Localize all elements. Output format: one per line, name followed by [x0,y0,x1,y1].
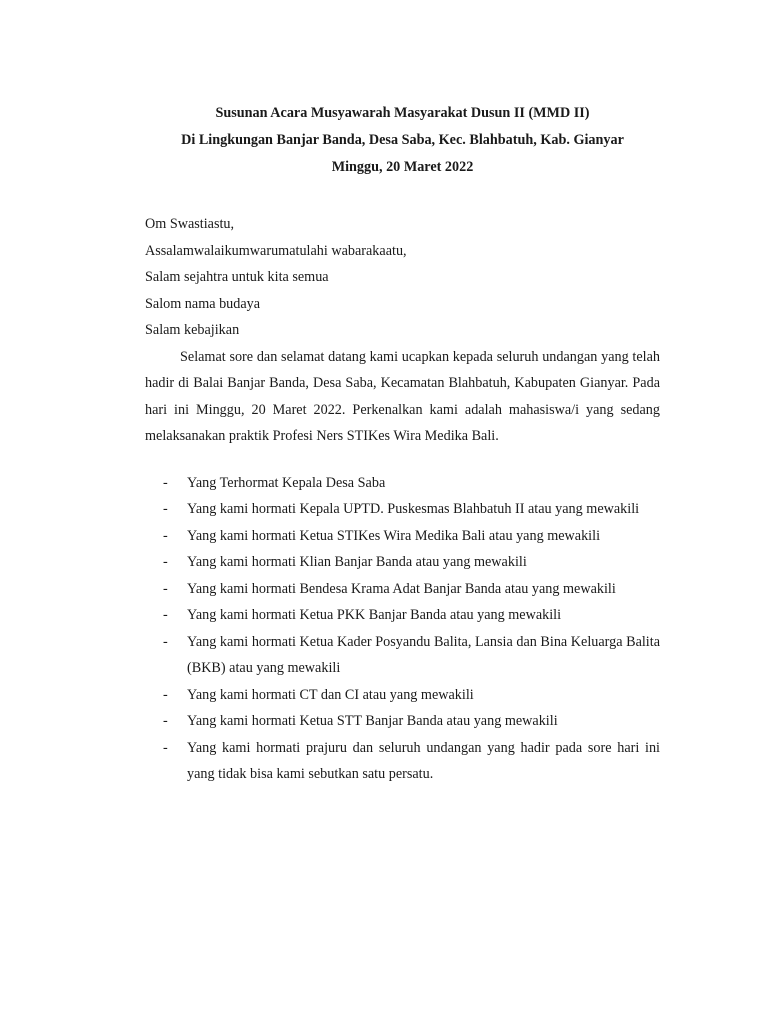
list-item [145,523,660,550]
list-item [145,602,660,629]
honorific-text: Yang kami hormati Kepala UPTD. Puskesmas Blahbatuh II atau yang mewakili [187,501,640,517]
document-page [145,100,660,788]
greetings-block [145,211,660,344]
honorific-text: Yang kami hormati Ketua STT Banjar Banda atau yang mewakili [187,713,558,729]
honorific-text: Yang kami hormati Ketua Kader Posyandu Balita, Lansia dan Bina Keluarga Balita (BKB) atau yang mewakili [187,633,660,676]
greeting-line: Om Swastiastu, [145,216,235,232]
honorific-text: Yang kami hormati Bendesa Krama Adat Banjar Banda atau yang mewakili [187,580,616,597]
bullet-dash: - [163,607,168,623]
honorific-text: Yang kami hormati Klian Banjar Banda atau yang mewakili [187,554,527,570]
bullet-dash: - [163,633,168,650]
list-item [145,708,660,735]
title-line-2: Di Lingkungan Banjar Banda, Desa Saba, Kec. Blahbatuh, Kab. Gianyar [181,132,624,148]
document-title-block [145,100,660,181]
opening-paragraph: Selamat sore dan selamat datang kami ucapkan kepada seluruh undangan yang telah hadir di Balai Banjar Banda, Desa Saba, Kecamatan Blahbatuh, Kabupaten Gianyar. Pada hari ini Minggu, 20 Maret 2022. Perkenalkan kami adalah mahasiswa/i yang sedang melaksanakan praktik Profesi Ners STIKes Wira Medika Bali. [145,348,660,444]
list-item [145,735,660,788]
bullet-dash: - [163,739,168,756]
honorific-text: Yang Terhormat Kepala Desa Saba [187,474,386,491]
greeting-line: Salom nama budaya [145,295,261,312]
title-line-1: Susunan Acara Musyawarah Masyarakat Dusun II (MMD II) [215,105,590,121]
list-item [145,682,660,709]
honorific-text: Yang kami hormati Ketua PKK Banjar Banda atau yang mewakili [187,607,562,623]
bullet-dash: - [163,474,168,491]
bullet-dash: - [163,527,168,544]
greeting-line: Salam kebajikan [145,322,240,338]
greeting-line: Assalamwalaikumwarumatulahi wabarakaatu, [145,242,407,259]
bullet-dash: - [163,580,168,597]
title-line-3: Minggu, 20 Maret 2022 [331,159,474,175]
list-item [145,629,660,682]
honorific-text: Yang kami hormati Ketua STIKes Wira Medika Bali atau yang mewakili [187,527,601,544]
bullet-dash: - [163,554,168,570]
list-item [145,576,660,603]
bullet-dash: - [163,686,168,703]
honorific-text: Yang kami hormati CT dan CI atau yang mewakili [187,686,474,703]
bullet-dash: - [163,713,168,729]
list-item [145,549,660,576]
list-item [145,470,660,497]
bullet-dash: - [163,501,168,517]
honorific-text: Yang kami hormati prajuru dan seluruh undangan yang hadir pada sore hari ini yang tidak bisa kami sebutkan satu persatu. [187,739,660,782]
greeting-line: Salam sejahtra untuk kita semua [145,269,329,285]
honorifics-list [145,470,660,788]
list-item [145,496,660,523]
